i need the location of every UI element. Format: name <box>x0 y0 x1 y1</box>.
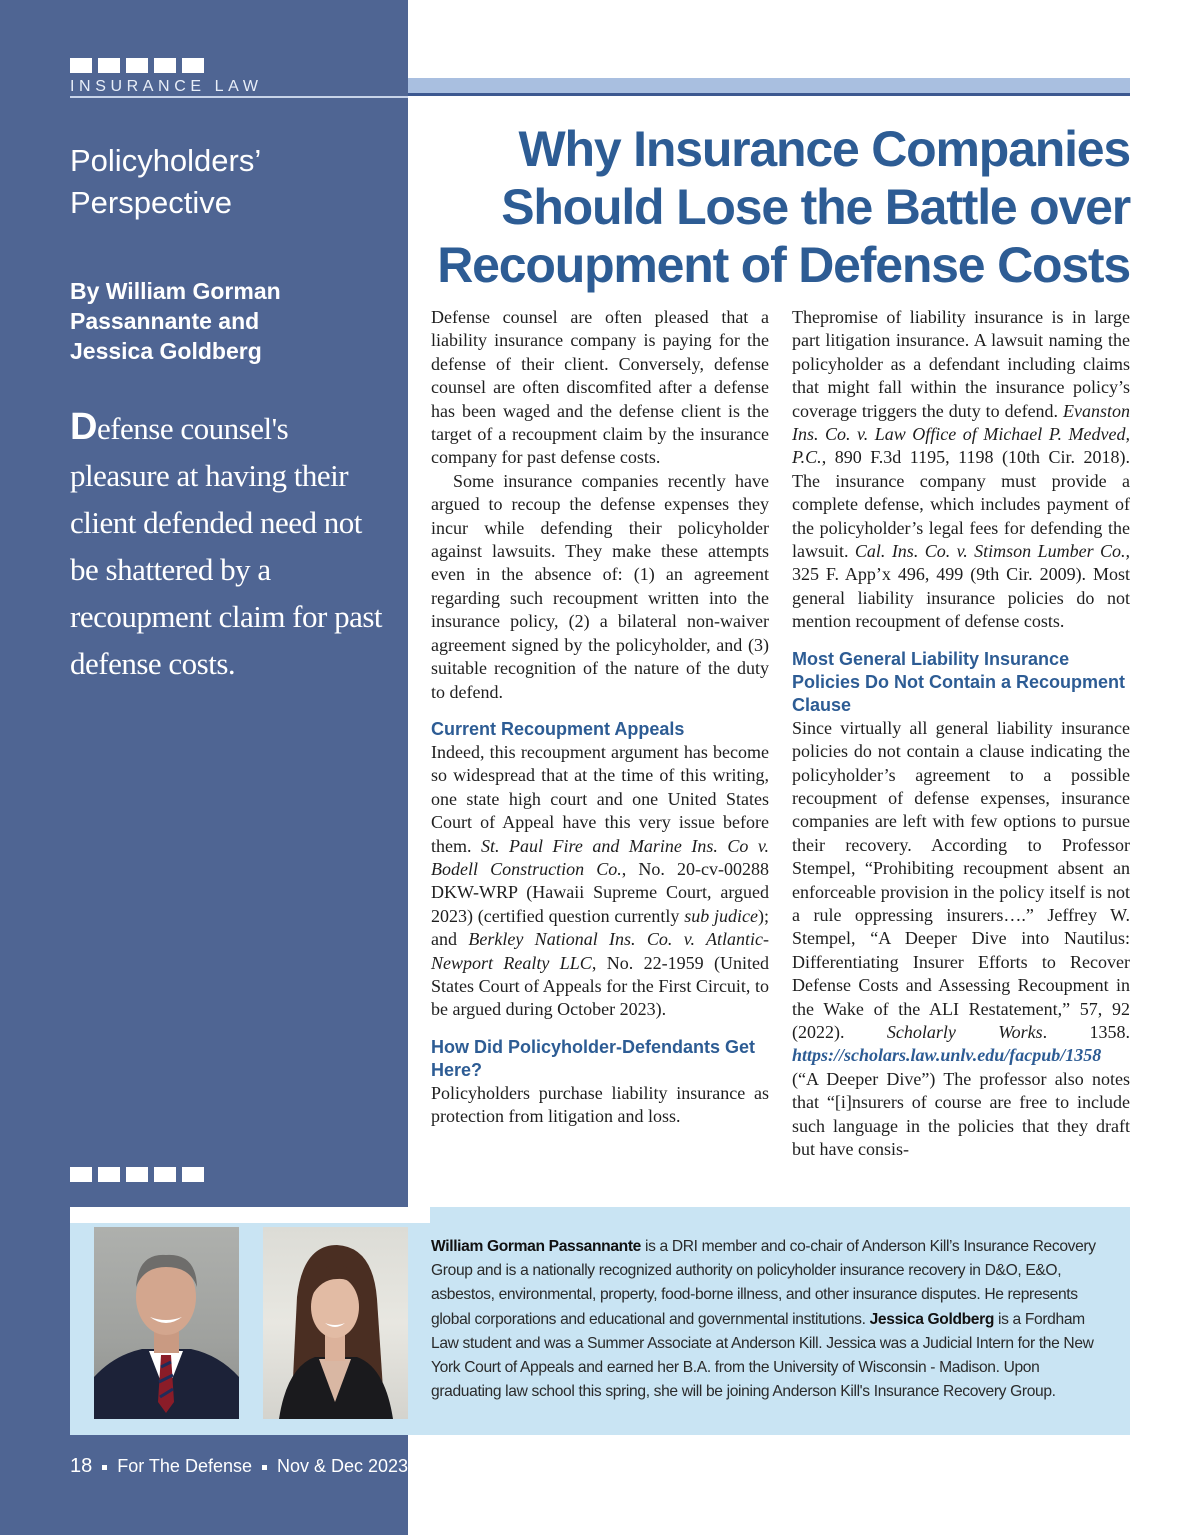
byline-line: By William Gorman <box>70 278 281 304</box>
paragraph: Since virtually all general liability insurance policies do not contain a clause indicating the policyholder’s agreement to a possible recoupment of defense expenses, insurance companies are left with few options to pursue their recovery. According to Professor Stempel, “Prohibiting recoupment absent an enforceable provision in the policy itself is not a rule oppressing insurers….” Jeffrey W. Stempel, “A Deeper Dive into Nautilus: Differentiating Insurer Efforts to Recover Defense Costs and Assessing Recoupment in the Wake of the ALI Restatement,” 57, 92 (2022). Scholarly Works. 1358. https://scholars.law.unlv.edu/facpub/1358 (“A Deeper Dive”) The professor also notes that “[i]nsurers of course are free to include such language in the policies that they draft but have consis- <box>792 717 1130 1159</box>
footer-separator <box>102 1465 107 1470</box>
title-line: Recoupment of Defense Costs <box>437 237 1130 293</box>
page-number: 18 <box>70 1455 93 1477</box>
page-footer <box>70 1455 408 1478</box>
subheading-how-did-policyholders-get-here: How Did Policyholder-Defendants Get Here? <box>431 1036 756 1080</box>
article-kicker <box>70 140 390 224</box>
byline-line: Passannante and <box>70 308 260 334</box>
journal-name: Scholarly Works <box>886 1021 1043 1042</box>
kicker-line: Policyholders’ <box>70 143 262 178</box>
byline-line: Jessica Goldberg <box>70 338 262 364</box>
pull-quote-text: efense counsel's pleasure at having their client defended need not be shattered by a recoupment claim for past defense costs. <box>70 411 383 681</box>
pull-quote <box>70 404 390 687</box>
author-name: Jessica Goldberg <box>869 1310 995 1328</box>
decorative-squares-top <box>70 58 204 73</box>
subheading-current-recoupment-appeals: Current Recoupment Appeals <box>431 718 685 739</box>
paragraph: Defense counsel are often pleased that a liability insurance company is paying for the defense of their client. Conversely, defense counsel are often discomfited after a defense has been waged and the defense client is the target of a recoupment claim by the insurance company for past defense costs. <box>431 307 769 468</box>
author-photo-william-passannante <box>94 1227 239 1419</box>
case-citation: Evanston Ins. Co. v. Law Office of Michael P. Medved, P.C. <box>792 400 1130 468</box>
paragraph: Thepromise of liability insurance is in large part litigation insurance. A lawsuit naming the policyholder as a defendant including claims that might fall within the insurance policy’s coverage triggers the duty to defend. Evanston Ins. Co. v. Law Office of Michael P. Medved, P.C., 890 F.3d 1195, 1198 (10th Cir. 2018). The insurance company must provide a complete defense, which includes payment of the policyholder’s legal fees for defending the lawsuit. Cal. Ins. Co. v. Stimson Lumber Co., 325 F. App’x 496, 499 (9th Cir. 2009). Most general liability insurance policies do not mention recoupment of defense costs. <box>792 307 1130 632</box>
case-citation: St. Paul Fire and Marine Ins. Co v. Bodell Construction Co. <box>431 835 769 879</box>
subheading-no-recoupment-clause: Most General Liability Insurance Policies Do Not Contain a Recoupment Clause <box>792 648 1126 715</box>
scholarly-works-link[interactable]: https://scholars.law.unlv.edu/facpub/1358 <box>792 1045 1102 1066</box>
author-bio-box <box>70 1207 1130 1435</box>
publication-name: For The Defense <box>117 1456 252 1476</box>
section-label: INSURANCE LAW <box>70 78 263 95</box>
author-bio-text: William Gorman Passannante is a DRI member and co-chair of Anderson Kill’s Insurance Recovery Group and is a nationally recognized authority on policyholder insurance recovery in D&O, E&O, asbestos, environmental, property, food-borne illness, and other insurance disputes. He represents global corporations and educational and governmental institutions. Jessica Goldberg is a Fordham Law student and was a Summer Associate at Anderson Kill. Jessica was a Judicial Intern for the New York Court of Appeals and earned her B.A. from the University of Wisconsin - Madison. Upon graduating law school this spring, she will be joining Anderson Kill's Insurance Recovery Group. <box>431 1238 1096 1401</box>
article-column-right <box>792 306 1130 1161</box>
pull-quote-dropcap: D <box>70 406 97 448</box>
case-citation: Berkley National Ins. Co. v. Atlantic-Newport Realty LLC <box>431 929 769 973</box>
kicker-line: Perspective <box>70 185 232 220</box>
paragraph: Indeed, this recoupment argument has become so widespread that at the time of this writing, one state high court and one United States Court of Appeal have this very issue before them. St. Paul Fire and Marine Ins. Co v. Bodell Construction Co., No. 20-cv-00288 DKW-WRP (Hawaii Supreme Court, argued 2023) (certified question currently sub judice); and Berkley National Ins. Co. v. Atlantic-Newport Realty LLC, No. 22-1959 (United States Court of Appeals for the First Circuit, to be argued during October 2023). <box>431 741 769 1020</box>
footer-separator <box>262 1465 267 1470</box>
issue-date: Nov & Dec 2023 <box>277 1456 409 1476</box>
article-column-left <box>431 306 769 1129</box>
title-line: Should Lose the Battle over <box>501 179 1130 235</box>
case-citation: Cal. Ins. Co. v. Stimson Lumber Co., <box>854 541 1130 562</box>
article-title <box>410 120 1130 294</box>
title-line: Why Insurance Companies <box>518 121 1130 177</box>
paragraph: Some insurance companies recently have argued to recoup the defense expenses they incur while defending their policyholder against lawsuits. They make these attempts even in the absence of: (1) an agreement regarding such recoupment written into the insurance policy, (2) a bilateral non-waiver agreement signed by the policyholder, and (3) suitable recognition of the nature of the duty to defend. <box>431 470 769 702</box>
paragraph: Policyholders purchase liability insurance as protection from litigation and loss. <box>431 1082 769 1127</box>
decorative-squares-bottom <box>70 1167 204 1182</box>
author-name: William Gorman Passannante <box>431 1238 642 1255</box>
author-byline <box>70 276 390 366</box>
latin-term: sub judice <box>684 905 758 926</box>
author-photo-jessica-goldberg <box>263 1227 408 1419</box>
